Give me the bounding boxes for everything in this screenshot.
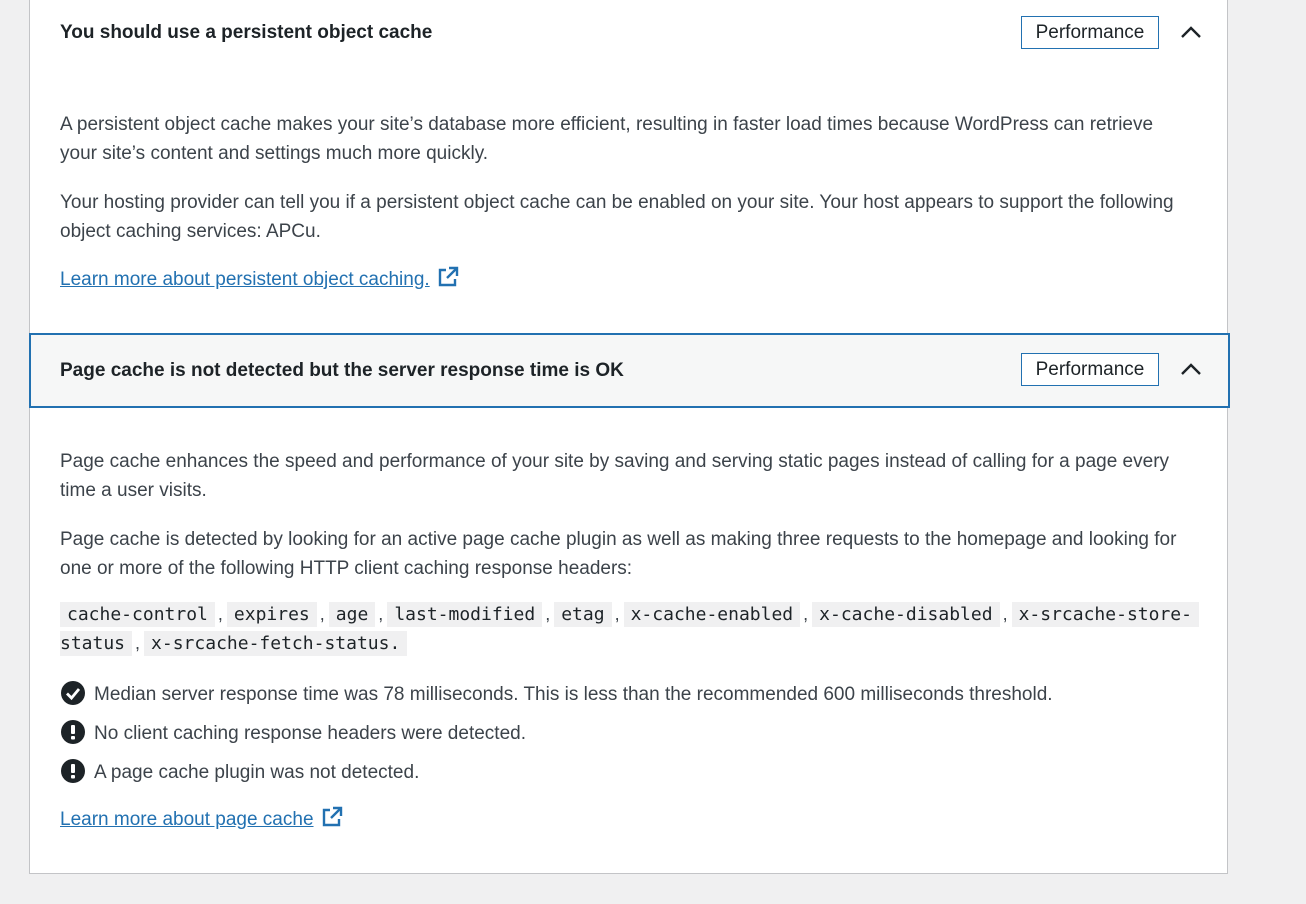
separator: ,: [803, 604, 809, 624]
accordion-header-page-cache[interactable]: [29, 333, 1230, 408]
accordion-title[interactable]: Page cache is not detected but the server response time is OK: [60, 360, 624, 381]
caching-headers-list: [60, 600, 1200, 658]
status-item: [60, 680, 1053, 706]
status-text: No client caching response headers were detected.: [94, 723, 526, 744]
accordion-header-persistent-object-cache[interactable]: [30, 0, 1229, 68]
separator: ,: [217, 604, 223, 624]
header-code: x-cache-disabled: [812, 602, 999, 627]
learn-more-link[interactable]: [60, 806, 343, 831]
status-text: Median server response time was 78 milliseconds. This is less than the recommended 600 milliseconds threshold.: [94, 684, 1053, 705]
learn-more-link[interactable]: [60, 266, 459, 291]
separator: ,: [319, 604, 325, 624]
description-paragraph: A persistent object cache makes your site’s database more efficient, resulting in faster load times because WordPress can retrieve your site’s content and settings much more quickly.: [60, 114, 1154, 164]
header-code: status: [60, 631, 132, 656]
header-code: etag: [554, 602, 611, 627]
status-item: [60, 719, 526, 745]
separator: ,: [135, 633, 141, 653]
exclamation-circle-icon: [60, 758, 86, 784]
learn-more-link-text[interactable]: Learn more about page cache: [60, 809, 314, 830]
header-code: x-srcache-store-: [1012, 602, 1199, 627]
separator: ,: [545, 604, 551, 624]
header-code: expires: [227, 602, 317, 627]
chevron-up-icon[interactable]: [1179, 357, 1203, 381]
separator: ,: [1002, 604, 1008, 624]
learn-more-link-text[interactable]: Learn more about persistent object caching.: [60, 269, 430, 290]
external-link-icon: [437, 266, 459, 288]
description-paragraph: Your hosting provider can tell you if a persistent object cache can be enabled on your site. Your host appears to support the following object caching services: APCu.: [60, 192, 1174, 242]
header-code: age: [329, 602, 376, 627]
external-link-icon: [321, 806, 343, 828]
performance-badge: Performance: [1021, 16, 1159, 49]
header-code: cache-control: [60, 602, 215, 627]
accordion-title[interactable]: You should use a persistent object cache: [60, 22, 433, 43]
site-health-panel: [29, 0, 1228, 874]
description-paragraph: Page cache enhances the speed and performance of your site by saving and serving static pages instead of calling for a page every time a user visits.: [60, 451, 1170, 501]
header-code: x-cache-enabled: [624, 602, 801, 627]
separator: ,: [378, 604, 384, 624]
header-code: x-srcache-fetch-status.: [144, 631, 407, 656]
separator: ,: [614, 604, 620, 624]
performance-badge: Performance: [1021, 353, 1159, 386]
check-circle-icon: [60, 680, 86, 706]
chevron-up-icon[interactable]: [1179, 20, 1203, 44]
status-text: A page cache plugin was not detected.: [94, 762, 420, 783]
exclamation-circle-icon: [60, 719, 86, 745]
description-paragraph: Page cache is detected by looking for an active page cache plugin as well as making three requests to the homepage and looking for one or more of the following HTTP client caching response headers:: [60, 529, 1177, 579]
header-code: last-modified: [387, 602, 542, 627]
status-item: [60, 758, 419, 784]
